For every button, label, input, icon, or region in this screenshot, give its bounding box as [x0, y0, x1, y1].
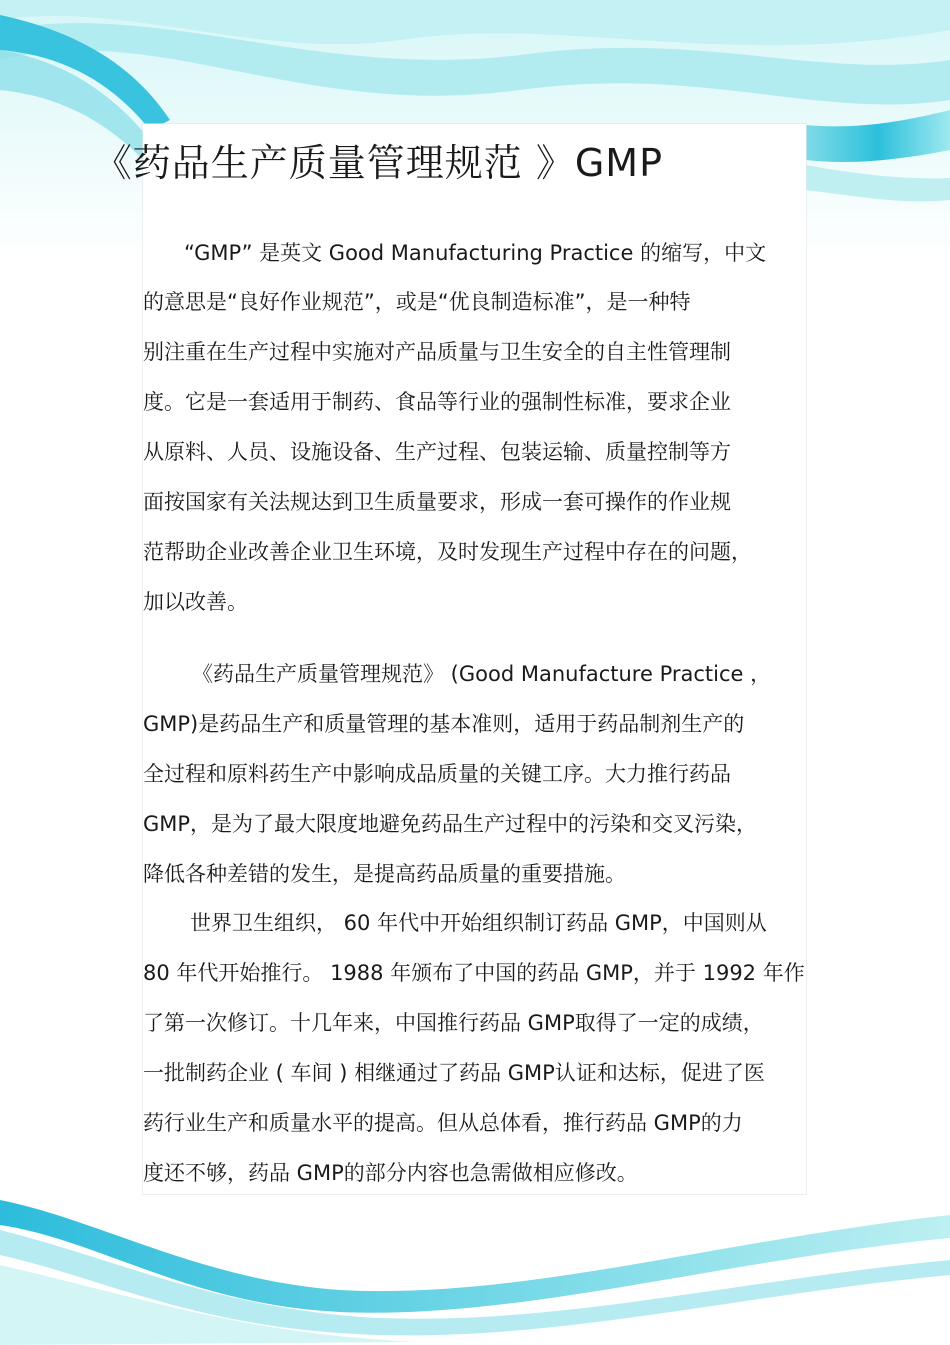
paragraph-line: 的意思是“良好作业规范”，或是“优良制造标准”，是一种特: [143, 290, 691, 314]
paragraph-line: 《药品生产质量管理规范》 (Good Manufacture Practice ，: [192, 662, 772, 686]
paragraph-line: 全过程和原料药生产中影响成品质量的关键工序。大力推行药品: [143, 762, 731, 786]
paragraph-line: 范帮助企业改善企业卫生环境，及时发现生产过程中存在的问题，: [143, 540, 752, 564]
paragraph-line: 一批制药企业 ( 车间 ) 相继通过了药品 GMP认证和达标，促进了医: [143, 1061, 765, 1085]
paragraph-line: 了第一次修订。十几年来，中国推行药品 GMP取得了一定的成绩，: [143, 1011, 764, 1035]
paragraph-line: 世界卫生组织， 60 年代中开始组织制订药品 GMP，中国则从: [190, 911, 767, 935]
paragraph-line: GMP，是为了最大限度地避免药品生产过程中的污染和交叉污染，: [143, 812, 758, 836]
paragraph-line: 药行业生产和质量水平的提高。但从总体看，推行药品 GMP的力: [143, 1111, 743, 1135]
paragraph-line: 从原料、人员、设施设备、生产过程、包装运输、质量控制等方: [143, 440, 731, 464]
paragraph-line: 面按国家有关法规达到卫生质量要求，形成一套可操作的作业规: [143, 490, 731, 514]
paragraph-line: 别注重在生产过程中实施对产品质量与卫生安全的自主性管理制: [143, 340, 731, 364]
paragraph-line: 80 年代开始推行。 1988 年颁布了中国的药品 GMP，并于 1992 年作: [143, 961, 805, 985]
paragraph-line: “GMP” 是英文 Good Manufacturing Practice 的缩写，中文: [184, 241, 767, 265]
paragraph-line: 加以改善。: [143, 590, 248, 614]
paragraph-line: GMP)是药品生产和质量管理的基本准则，适用于药品制剂生产的: [143, 712, 745, 736]
paragraph-line: 度还不够，药品 GMP的部分内容也急需做相应修改。: [143, 1161, 638, 1185]
document-title: 《药品生产质量管理规范 》GMP: [93, 141, 663, 185]
paragraph-line: 降低各种差错的发生，是提高药品质量的重要措施。: [143, 862, 626, 886]
paragraph-line: 度。它是一套适用于制药、食品等行业的强制性标准，要求企业: [143, 390, 731, 414]
